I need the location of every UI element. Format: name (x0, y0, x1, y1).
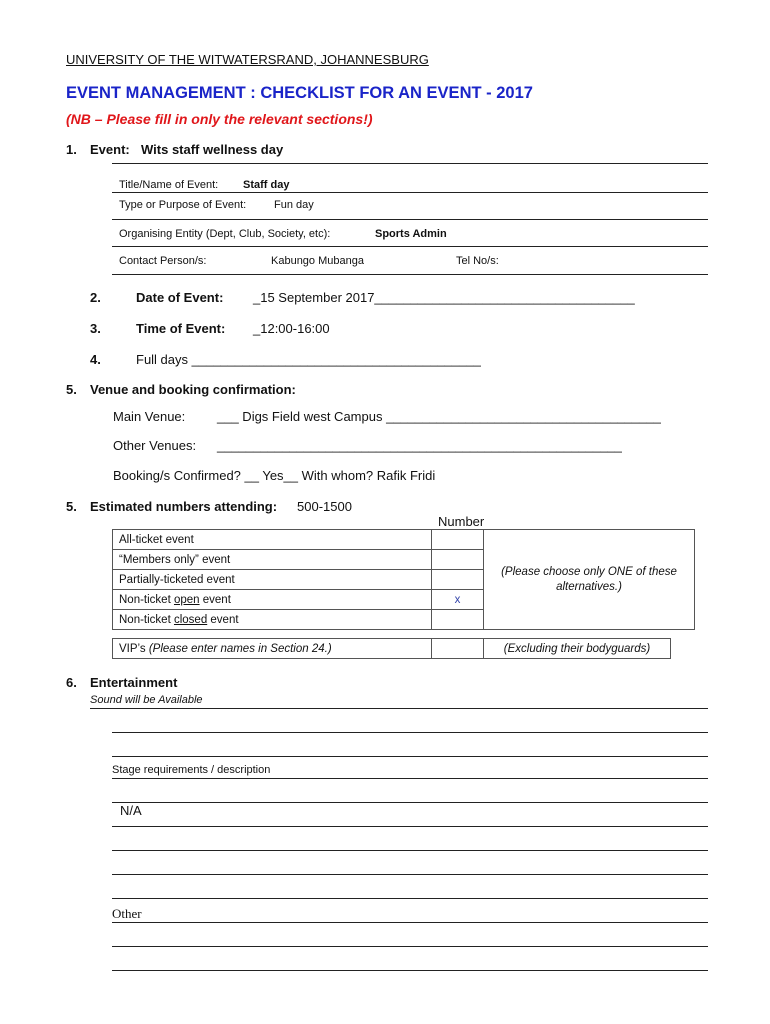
choose-one-note: (Please choose only ONE of these alternatives.) (484, 530, 695, 630)
event-name-value[interactable]: Wits staff wellness day (141, 142, 284, 157)
main-venue-value[interactable]: ___ Digs Field west Campus ______________________________________ (217, 409, 661, 424)
full-days-field[interactable]: Full days ________________________________________ (136, 352, 481, 367)
other-venues-value[interactable]: ________________________________________________________ (217, 438, 622, 453)
section4-number: 4. (90, 352, 101, 367)
row-label: “Members only” event (113, 550, 432, 570)
entertainment-heading: Entertainment (90, 675, 178, 690)
entry-line[interactable] (112, 850, 708, 851)
organising-entity-label: Organising Entity (Dept, Club, Society, etc): (119, 228, 331, 240)
divider (112, 192, 708, 193)
contact-person-value[interactable]: Kabungo Mubanga (271, 255, 364, 267)
table-row (113, 639, 671, 659)
row-label: Partially-ticketed event (113, 570, 432, 590)
type-purpose-value[interactable]: Fun day (274, 199, 314, 211)
row-label: Non-ticket closed event (113, 610, 432, 630)
divider (112, 219, 708, 220)
table-row (113, 530, 695, 550)
divider (112, 274, 708, 275)
vip-table (112, 638, 671, 659)
entry-line[interactable] (112, 826, 708, 827)
row-number-cell[interactable] (432, 530, 484, 550)
vip-number-cell[interactable] (432, 639, 484, 659)
number-column-header: Number (438, 514, 485, 529)
section6-number: 6. (66, 675, 77, 690)
date-value[interactable]: _15 September 2017____________________________________ (253, 290, 635, 305)
entry-line[interactable] (90, 708, 708, 709)
organising-entity-value[interactable]: Sports Admin (375, 228, 447, 240)
row-label: All-ticket event (113, 530, 432, 550)
venue-heading: Venue and booking confirmation: (90, 382, 296, 397)
row-number-cell[interactable]: x (432, 590, 484, 610)
section1-number: 1. (66, 142, 77, 157)
section2-number: 2. (90, 290, 101, 305)
section5b-number: 5. (66, 499, 77, 514)
title-name-value[interactable]: Staff day (243, 179, 290, 191)
time-value[interactable]: _12:00-16:00 (253, 321, 330, 336)
entry-line[interactable] (112, 732, 708, 733)
stage-requirements-value[interactable]: N/A (120, 803, 142, 818)
entry-line[interactable] (112, 946, 708, 947)
row-number-cell[interactable] (432, 570, 484, 590)
sound-text: Sound will be Available (90, 694, 203, 706)
university-name: UNIVERSITY OF THE WITWATERSRAND, JOHANNESBURG (66, 52, 429, 67)
entry-line[interactable] (112, 922, 708, 923)
other-label: Other (112, 906, 142, 921)
stage-requirements-label: Stage requirements / description (112, 764, 271, 776)
row-label: Non-ticket open event (113, 590, 432, 610)
section5-number: 5. (66, 382, 77, 397)
type-purpose-label: Type or Purpose of Event: (119, 199, 247, 211)
entry-line[interactable] (112, 778, 708, 779)
main-venue-label: Main Venue: (113, 409, 186, 424)
numbers-value[interactable]: 500-1500 (297, 499, 352, 514)
date-label: Date of Event: (136, 290, 224, 305)
divider (112, 163, 708, 164)
entry-line[interactable] (112, 802, 708, 803)
entry-line[interactable] (112, 898, 708, 899)
tel-label: Tel No/s: (456, 255, 499, 267)
vip-note: (Excluding their bodyguards) (484, 639, 671, 659)
booking-confirmed-field[interactable]: Booking/s Confirmed? __ Yes__ With whom? Rafik Fridi (113, 468, 436, 483)
vip-label: VIP’s (Please enter names in Section 24.) (113, 639, 432, 659)
numbers-heading: Estimated numbers attending: (90, 499, 278, 514)
row-number-cell[interactable] (432, 550, 484, 570)
row-number-cell[interactable] (432, 610, 484, 630)
title-name-label: Title/Name of Event: (119, 179, 219, 191)
section1-label: Event: (90, 142, 130, 157)
instructions-note: (NB – Please fill in only the relevant sections!) (66, 111, 373, 127)
time-label: Time of Event: (136, 321, 226, 336)
entry-line[interactable] (112, 874, 708, 875)
entry-line[interactable] (112, 970, 708, 971)
other-venues-label: Other Venues: (113, 438, 197, 453)
divider (112, 246, 708, 247)
page-title: EVENT MANAGEMENT : CHECKLIST FOR AN EVENT - 2017 (66, 84, 533, 102)
entry-line[interactable] (112, 756, 708, 757)
section3-number: 3. (90, 321, 101, 336)
contact-person-label: Contact Person/s: (119, 255, 207, 267)
attendance-table (112, 529, 695, 630)
